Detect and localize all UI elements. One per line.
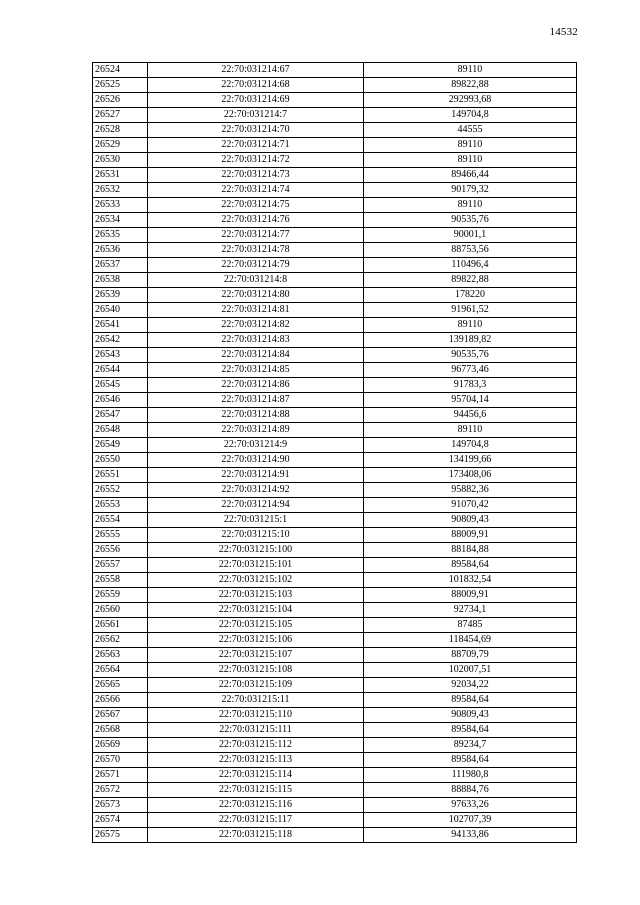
value-cell: 149704,8 bbox=[364, 108, 577, 123]
row-number-cell: 26550 bbox=[93, 453, 148, 468]
table-row bbox=[93, 618, 577, 633]
row-number-cell: 26536 bbox=[93, 243, 148, 258]
row-number-cell: 26526 bbox=[93, 93, 148, 108]
value-cell: 95704,14 bbox=[364, 393, 577, 408]
cadastral-number-cell: 22:70:031215:102 bbox=[148, 573, 364, 588]
table-body bbox=[93, 63, 577, 843]
cadastral-value-table bbox=[92, 62, 577, 843]
table-row bbox=[93, 288, 577, 303]
row-number-cell: 26533 bbox=[93, 198, 148, 213]
value-cell: 89584,64 bbox=[364, 753, 577, 768]
value-cell: 89822,88 bbox=[364, 78, 577, 93]
table-row bbox=[93, 708, 577, 723]
cadastral-number-cell: 22:70:031214:84 bbox=[148, 348, 364, 363]
table-row bbox=[93, 333, 577, 348]
table-row bbox=[93, 228, 577, 243]
value-cell: 118454,69 bbox=[364, 633, 577, 648]
value-cell: 88753,56 bbox=[364, 243, 577, 258]
cadastral-number-cell: 22:70:031214:89 bbox=[148, 423, 364, 438]
value-cell: 89110 bbox=[364, 153, 577, 168]
value-cell: 178220 bbox=[364, 288, 577, 303]
row-number-cell: 26530 bbox=[93, 153, 148, 168]
value-cell: 102707,39 bbox=[364, 813, 577, 828]
row-number-cell: 26558 bbox=[93, 573, 148, 588]
value-cell: 89466,44 bbox=[364, 168, 577, 183]
table-row bbox=[93, 198, 577, 213]
value-cell: 90809,43 bbox=[364, 513, 577, 528]
cadastral-number-cell: 22:70:031215:118 bbox=[148, 828, 364, 843]
value-cell: 89110 bbox=[364, 423, 577, 438]
value-cell: 88184,88 bbox=[364, 543, 577, 558]
value-cell: 89110 bbox=[364, 198, 577, 213]
cadastral-number-cell: 22:70:031214:68 bbox=[148, 78, 364, 93]
cadastral-number-cell: 22:70:031215:112 bbox=[148, 738, 364, 753]
value-cell: 91070,42 bbox=[364, 498, 577, 513]
table-row bbox=[93, 648, 577, 663]
row-number-cell: 26571 bbox=[93, 768, 148, 783]
row-number-cell: 26574 bbox=[93, 813, 148, 828]
table-row bbox=[93, 573, 577, 588]
cadastral-number-cell: 22:70:031215:103 bbox=[148, 588, 364, 603]
cadastral-number-cell: 22:70:031215:108 bbox=[148, 663, 364, 678]
table-row bbox=[93, 108, 577, 123]
row-number-cell: 26557 bbox=[93, 558, 148, 573]
table-row bbox=[93, 558, 577, 573]
value-cell: 87485 bbox=[364, 618, 577, 633]
cadastral-number-cell: 22:70:031214:72 bbox=[148, 153, 364, 168]
table-row bbox=[93, 408, 577, 423]
value-cell: 88709,79 bbox=[364, 648, 577, 663]
cadastral-number-cell: 22:70:031215:104 bbox=[148, 603, 364, 618]
cadastral-number-cell: 22:70:031214:87 bbox=[148, 393, 364, 408]
value-cell: 88009,91 bbox=[364, 528, 577, 543]
table-row bbox=[93, 348, 577, 363]
value-cell: 88884,76 bbox=[364, 783, 577, 798]
row-number-cell: 26528 bbox=[93, 123, 148, 138]
value-cell: 111980,8 bbox=[364, 768, 577, 783]
cadastral-number-cell: 22:70:031214:79 bbox=[148, 258, 364, 273]
value-cell: 89584,64 bbox=[364, 723, 577, 738]
value-cell: 90535,76 bbox=[364, 213, 577, 228]
cadastral-number-cell: 22:70:031215:100 bbox=[148, 543, 364, 558]
value-cell: 96773,46 bbox=[364, 363, 577, 378]
cadastral-number-cell: 22:70:031214:73 bbox=[148, 168, 364, 183]
table-row bbox=[93, 78, 577, 93]
value-cell: 292993,68 bbox=[364, 93, 577, 108]
value-cell: 44555 bbox=[364, 123, 577, 138]
value-cell: 95882,36 bbox=[364, 483, 577, 498]
table-row bbox=[93, 513, 577, 528]
cadastral-number-cell: 22:70:031215:117 bbox=[148, 813, 364, 828]
row-number-cell: 26555 bbox=[93, 528, 148, 543]
row-number-cell: 26554 bbox=[93, 513, 148, 528]
row-number-cell: 26567 bbox=[93, 708, 148, 723]
cadastral-number-cell: 22:70:031214:91 bbox=[148, 468, 364, 483]
table-row bbox=[93, 798, 577, 813]
table-row bbox=[93, 423, 577, 438]
table-row bbox=[93, 738, 577, 753]
cadastral-number-cell: 22:70:031214:82 bbox=[148, 318, 364, 333]
table-row bbox=[93, 663, 577, 678]
table-row bbox=[93, 63, 577, 78]
table-row bbox=[93, 813, 577, 828]
cadastral-number-cell: 22:70:031215:110 bbox=[148, 708, 364, 723]
cadastral-number-cell: 22:70:031215:107 bbox=[148, 648, 364, 663]
value-cell: 101832,54 bbox=[364, 573, 577, 588]
value-cell: 88009,91 bbox=[364, 588, 577, 603]
table-row bbox=[93, 453, 577, 468]
row-number-cell: 26541 bbox=[93, 318, 148, 333]
value-cell: 89110 bbox=[364, 138, 577, 153]
row-number-cell: 26524 bbox=[93, 63, 148, 78]
value-cell: 89110 bbox=[364, 318, 577, 333]
row-number-cell: 26559 bbox=[93, 588, 148, 603]
table-row bbox=[93, 243, 577, 258]
row-number-cell: 26542 bbox=[93, 333, 148, 348]
value-cell: 89584,64 bbox=[364, 693, 577, 708]
row-number-cell: 26532 bbox=[93, 183, 148, 198]
table-row bbox=[93, 483, 577, 498]
row-number-cell: 26544 bbox=[93, 363, 148, 378]
cadastral-number-cell: 22:70:031214:80 bbox=[148, 288, 364, 303]
cadastral-number-cell: 22:70:031214:86 bbox=[148, 378, 364, 393]
row-number-cell: 26566 bbox=[93, 693, 148, 708]
row-number-cell: 26534 bbox=[93, 213, 148, 228]
cadastral-number-cell: 22:70:031215:10 bbox=[148, 528, 364, 543]
page-number: 14532 bbox=[549, 26, 578, 38]
cadastral-number-cell: 22:70:031215:11 bbox=[148, 693, 364, 708]
row-number-cell: 26561 bbox=[93, 618, 148, 633]
row-number-cell: 26564 bbox=[93, 663, 148, 678]
value-cell: 94133,86 bbox=[364, 828, 577, 843]
table-row bbox=[93, 168, 577, 183]
cadastral-number-cell: 22:70:031215:109 bbox=[148, 678, 364, 693]
table-row bbox=[93, 753, 577, 768]
value-cell: 90809,43 bbox=[364, 708, 577, 723]
value-cell: 91961,52 bbox=[364, 303, 577, 318]
row-number-cell: 26546 bbox=[93, 393, 148, 408]
cadastral-number-cell: 22:70:031215:114 bbox=[148, 768, 364, 783]
cadastral-number-cell: 22:70:031215:106 bbox=[148, 633, 364, 648]
value-cell: 90179,32 bbox=[364, 183, 577, 198]
row-number-cell: 26549 bbox=[93, 438, 148, 453]
cadastral-number-cell: 22:70:031215:116 bbox=[148, 798, 364, 813]
row-number-cell: 26547 bbox=[93, 408, 148, 423]
row-number-cell: 26535 bbox=[93, 228, 148, 243]
table-row bbox=[93, 678, 577, 693]
cadastral-number-cell: 22:70:031214:90 bbox=[148, 453, 364, 468]
table-row bbox=[93, 543, 577, 558]
row-number-cell: 26548 bbox=[93, 423, 148, 438]
value-cell: 90001,1 bbox=[364, 228, 577, 243]
cadastral-number-cell: 22:70:031215:105 bbox=[148, 618, 364, 633]
cadastral-number-cell: 22:70:031214:85 bbox=[148, 363, 364, 378]
row-number-cell: 26537 bbox=[93, 258, 148, 273]
table-row bbox=[93, 588, 577, 603]
cadastral-number-cell: 22:70:031215:101 bbox=[148, 558, 364, 573]
cadastral-number-cell: 22:70:031214:76 bbox=[148, 213, 364, 228]
value-cell: 89110 bbox=[364, 63, 577, 78]
table-row bbox=[93, 498, 577, 513]
value-cell: 110496,4 bbox=[364, 258, 577, 273]
cadastral-number-cell: 22:70:031214:74 bbox=[148, 183, 364, 198]
row-number-cell: 26563 bbox=[93, 648, 148, 663]
row-number-cell: 26572 bbox=[93, 783, 148, 798]
row-number-cell: 26568 bbox=[93, 723, 148, 738]
cadastral-number-cell: 22:70:031214:77 bbox=[148, 228, 364, 243]
cadastral-number-cell: 22:70:031214:88 bbox=[148, 408, 364, 423]
value-cell: 97633,26 bbox=[364, 798, 577, 813]
row-number-cell: 26562 bbox=[93, 633, 148, 648]
cadastral-number-cell: 22:70:031214:67 bbox=[148, 63, 364, 78]
cadastral-number-cell: 22:70:031214:92 bbox=[148, 483, 364, 498]
row-number-cell: 26538 bbox=[93, 273, 148, 288]
table-row bbox=[93, 183, 577, 198]
row-number-cell: 26545 bbox=[93, 378, 148, 393]
table-row bbox=[93, 258, 577, 273]
cadastral-number-cell: 22:70:031214:78 bbox=[148, 243, 364, 258]
table-row bbox=[93, 123, 577, 138]
cadastral-number-cell: 22:70:031214:8 bbox=[148, 273, 364, 288]
row-number-cell: 26539 bbox=[93, 288, 148, 303]
table-row bbox=[93, 693, 577, 708]
row-number-cell: 26551 bbox=[93, 468, 148, 483]
table-row bbox=[93, 318, 577, 333]
row-number-cell: 26552 bbox=[93, 483, 148, 498]
table-row bbox=[93, 138, 577, 153]
cadastral-number-cell: 22:70:031215:113 bbox=[148, 753, 364, 768]
table-row bbox=[93, 303, 577, 318]
row-number-cell: 26525 bbox=[93, 78, 148, 93]
value-cell: 94456,6 bbox=[364, 408, 577, 423]
table-row bbox=[93, 723, 577, 738]
table-row bbox=[93, 153, 577, 168]
cadastral-number-cell: 22:70:031214:7 bbox=[148, 108, 364, 123]
row-number-cell: 26575 bbox=[93, 828, 148, 843]
table-row bbox=[93, 438, 577, 453]
cadastral-number-cell: 22:70:031214:83 bbox=[148, 333, 364, 348]
row-number-cell: 26540 bbox=[93, 303, 148, 318]
value-cell: 92034,22 bbox=[364, 678, 577, 693]
value-cell: 90535,76 bbox=[364, 348, 577, 363]
cadastral-number-cell: 22:70:031214:70 bbox=[148, 123, 364, 138]
cadastral-number-cell: 22:70:031214:94 bbox=[148, 498, 364, 513]
row-number-cell: 26543 bbox=[93, 348, 148, 363]
value-cell: 134199,66 bbox=[364, 453, 577, 468]
table-row bbox=[93, 213, 577, 228]
value-cell: 92734,1 bbox=[364, 603, 577, 618]
value-cell: 89822,88 bbox=[364, 273, 577, 288]
value-cell: 173408,06 bbox=[364, 468, 577, 483]
cadastral-number-cell: 22:70:031215:115 bbox=[148, 783, 364, 798]
row-number-cell: 26565 bbox=[93, 678, 148, 693]
value-cell: 139189,82 bbox=[364, 333, 577, 348]
table-row bbox=[93, 378, 577, 393]
cadastral-number-cell: 22:70:031214:69 bbox=[148, 93, 364, 108]
value-cell: 89584,64 bbox=[364, 558, 577, 573]
table-row bbox=[93, 528, 577, 543]
row-number-cell: 26553 bbox=[93, 498, 148, 513]
table-row bbox=[93, 93, 577, 108]
row-number-cell: 26573 bbox=[93, 798, 148, 813]
row-number-cell: 26527 bbox=[93, 108, 148, 123]
row-number-cell: 26570 bbox=[93, 753, 148, 768]
table-row bbox=[93, 273, 577, 288]
table-row bbox=[93, 768, 577, 783]
table-row bbox=[93, 363, 577, 378]
table-row bbox=[93, 603, 577, 618]
row-number-cell: 26529 bbox=[93, 138, 148, 153]
cadastral-number-cell: 22:70:031214:75 bbox=[148, 198, 364, 213]
cadastral-number-cell: 22:70:031214:81 bbox=[148, 303, 364, 318]
value-cell: 89234,7 bbox=[364, 738, 577, 753]
table-row bbox=[93, 393, 577, 408]
table-row bbox=[93, 783, 577, 798]
cadastral-number-cell: 22:70:031215:1 bbox=[148, 513, 364, 528]
row-number-cell: 26560 bbox=[93, 603, 148, 618]
table-row bbox=[93, 468, 577, 483]
table-row bbox=[93, 633, 577, 648]
value-cell: 102007,51 bbox=[364, 663, 577, 678]
value-cell: 91783,3 bbox=[364, 378, 577, 393]
cadastral-number-cell: 22:70:031215:111 bbox=[148, 723, 364, 738]
row-number-cell: 26556 bbox=[93, 543, 148, 558]
value-cell: 149704,8 bbox=[364, 438, 577, 453]
cadastral-number-cell: 22:70:031214:9 bbox=[148, 438, 364, 453]
row-number-cell: 26569 bbox=[93, 738, 148, 753]
row-number-cell: 26531 bbox=[93, 168, 148, 183]
cadastral-number-cell: 22:70:031214:71 bbox=[148, 138, 364, 153]
table-row bbox=[93, 828, 577, 843]
